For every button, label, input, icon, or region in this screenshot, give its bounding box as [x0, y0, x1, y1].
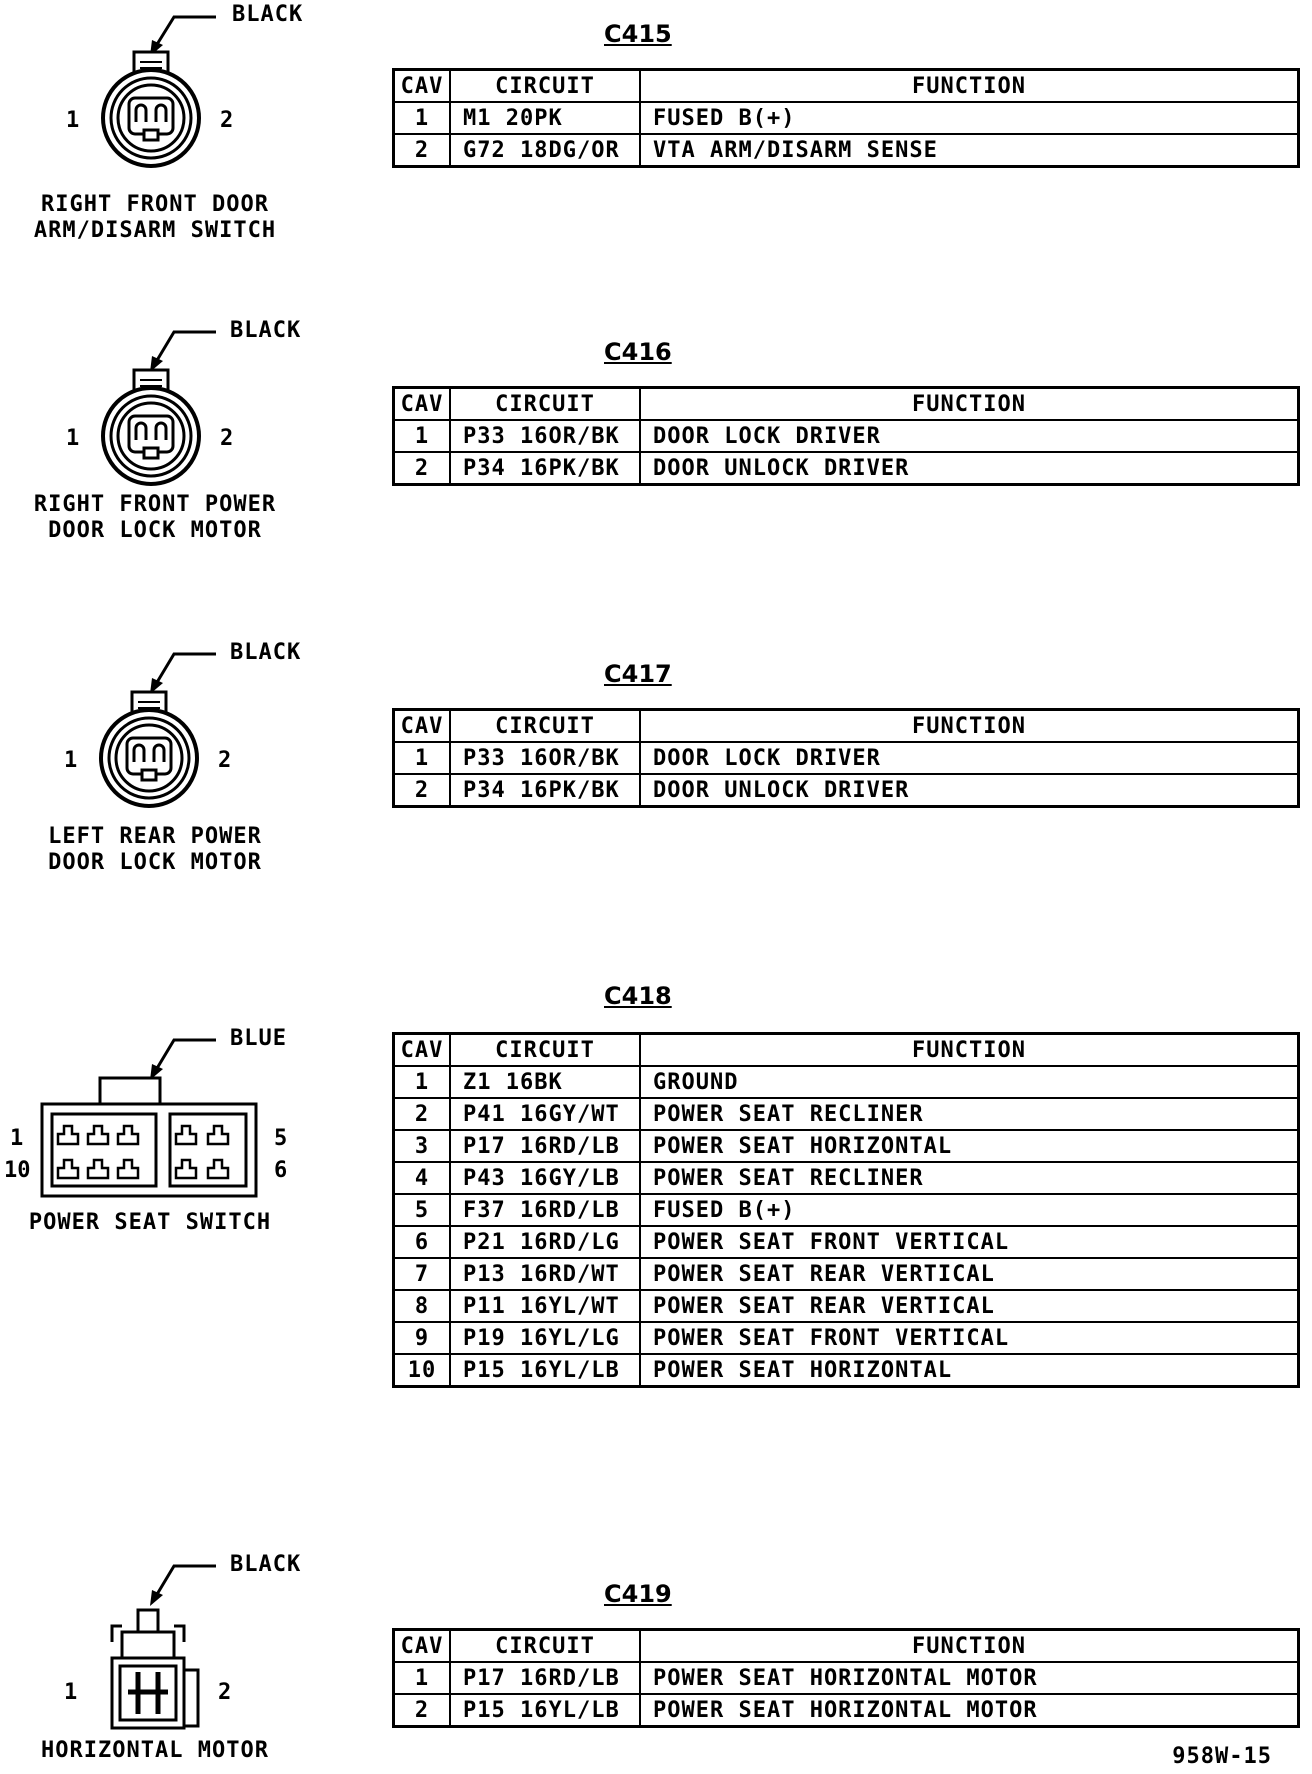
cav-cell: 1 — [394, 1662, 451, 1694]
pinout-table-c417 — [392, 708, 1300, 808]
function-cell: POWER SEAT HORIZONTAL — [640, 1354, 1299, 1387]
connector-section-c415 — [0, 0, 1312, 250]
circuit-cell: P21 16RD/LG — [450, 1226, 640, 1258]
function-cell: DOOR UNLOCK DRIVER — [640, 774, 1299, 807]
pin-6-label: 6 — [274, 1158, 288, 1183]
circuit-cell: P34 16PK/BK — [450, 452, 640, 485]
cav-cell: 10 — [394, 1354, 451, 1387]
connector-name-line-1: HORIZONTAL MOTOR — [41, 1738, 269, 1763]
circuit-header: CIRCUIT — [450, 710, 640, 743]
cav-cell: 2 — [394, 1694, 451, 1727]
table-row — [394, 742, 1299, 774]
pin-1-label: 1 — [66, 108, 80, 133]
circuit-cell: P11 16YL/WT — [450, 1290, 640, 1322]
cav-cell: 1 — [394, 420, 451, 452]
table-row — [394, 1162, 1299, 1194]
cav-cell: 6 — [394, 1226, 451, 1258]
pinout-table-c418 — [392, 1032, 1300, 1388]
pin-5-label: 5 — [274, 1126, 288, 1151]
circuit-cell: P15 16YL/LB — [450, 1694, 640, 1727]
pin-1-label: 1 — [66, 426, 80, 451]
function-cell: POWER SEAT FRONT VERTICAL — [640, 1322, 1299, 1354]
function-cell: DOOR LOCK DRIVER — [640, 742, 1299, 774]
cav-cell: 2 — [394, 774, 451, 807]
function-header: FUNCTION — [640, 70, 1299, 103]
pin-1-label: 1 — [64, 748, 78, 773]
pin-1-label: 1 — [10, 1126, 24, 1151]
table-row — [394, 1322, 1299, 1354]
connector-diagram-c416 — [0, 318, 330, 558]
connector-name — [0, 192, 310, 244]
cav-cell: 5 — [394, 1194, 451, 1226]
function-cell: DOOR UNLOCK DRIVER — [640, 452, 1299, 485]
cav-cell: 3 — [394, 1130, 451, 1162]
connector-id: C416 — [604, 338, 672, 366]
connector-name-line-1: RIGHT FRONT POWER — [33, 492, 277, 517]
function-cell: DOOR LOCK DRIVER — [640, 420, 1299, 452]
function-cell: POWER SEAT HORIZONTAL — [640, 1130, 1299, 1162]
cav-header: CAV — [394, 70, 451, 103]
circuit-header: CIRCUIT — [450, 388, 640, 421]
function-header: FUNCTION — [640, 1034, 1299, 1067]
cav-header: CAV — [394, 1034, 451, 1067]
function-cell: POWER SEAT HORIZONTAL MOTOR — [640, 1662, 1299, 1694]
circuit-cell: P17 16RD/LB — [450, 1662, 640, 1694]
connector-name-line-2: DOOR LOCK MOTOR — [48, 850, 262, 875]
connector-section-c419 — [0, 1552, 1312, 1774]
function-cell: FUSED B(+) — [640, 102, 1299, 134]
cav-cell: 9 — [394, 1322, 451, 1354]
function-cell: POWER SEAT HORIZONTAL MOTOR — [640, 1694, 1299, 1727]
table-row — [394, 102, 1299, 134]
pinout-table-c419 — [392, 1628, 1300, 1728]
connector-name-line-2: DOOR LOCK MOTOR — [48, 518, 262, 543]
function-cell: GROUND — [640, 1066, 1299, 1098]
pin-2-label: 2 — [220, 426, 234, 451]
cav-header: CAV — [394, 710, 451, 743]
circuit-cell: P41 16GY/WT — [450, 1098, 640, 1130]
connector-name-line-2: ARM/DISARM SWITCH — [33, 218, 277, 243]
wire-color-label: BLACK — [230, 640, 302, 665]
pin-1-label: 1 — [64, 1680, 78, 1705]
connector-section-c416 — [0, 318, 1312, 568]
function-cell: FUSED B(+) — [640, 1194, 1299, 1226]
connector-section-c417 — [0, 640, 1312, 890]
connector-id: C417 — [604, 660, 672, 688]
connector-section-c418 — [0, 960, 1312, 1410]
connector-name-line-1: LEFT REAR POWER — [48, 824, 262, 849]
connector-diagram-c419 — [0, 1552, 330, 1774]
cav-header: CAV — [394, 388, 451, 421]
table-row — [394, 1226, 1299, 1258]
table-row — [394, 452, 1299, 485]
circuit-cell: P34 16PK/BK — [450, 774, 640, 807]
connector-name — [0, 824, 310, 876]
connector-name-line-1: RIGHT FRONT DOOR — [41, 192, 269, 217]
connector-diagram-c417 — [0, 640, 330, 880]
function-header: FUNCTION — [640, 388, 1299, 421]
function-cell: POWER SEAT FRONT VERTICAL — [640, 1226, 1299, 1258]
connector-diagram-c415 — [0, 0, 330, 243]
connector-id: C419 — [604, 1580, 672, 1608]
wire-color-label: BLACK — [230, 318, 302, 343]
wire-color-label: BLACK — [230, 1552, 302, 1577]
function-header: FUNCTION — [640, 710, 1299, 743]
function-header: FUNCTION — [640, 1630, 1299, 1663]
wire-color-label: BLACK — [232, 2, 304, 27]
connector-id: C415 — [604, 20, 672, 48]
circuit-header: CIRCUIT — [450, 1034, 640, 1067]
cav-cell: 2 — [394, 134, 451, 167]
circuit-header: CIRCUIT — [450, 70, 640, 103]
connector-name — [0, 492, 310, 544]
cav-cell: 8 — [394, 1290, 451, 1322]
table-row — [394, 1098, 1299, 1130]
table-row — [394, 1662, 1299, 1694]
pinout-table-c415 — [392, 68, 1300, 168]
circuit-cell: P17 16RD/LB — [450, 1130, 640, 1162]
function-cell: POWER SEAT REAR VERTICAL — [640, 1290, 1299, 1322]
table-row — [394, 1194, 1299, 1226]
table-header-row — [394, 710, 1299, 743]
table-row — [394, 774, 1299, 807]
table-row — [394, 420, 1299, 452]
pin-2-label: 2 — [218, 1680, 232, 1705]
connector-id: C418 — [604, 982, 672, 1010]
circuit-cell: F37 16RD/LB — [450, 1194, 640, 1226]
cav-cell: 2 — [394, 1098, 451, 1130]
circuit-cell: G72 18DG/OR — [450, 134, 640, 167]
table-header-row — [394, 1630, 1299, 1663]
circuit-cell: P13 16RD/WT — [450, 1258, 640, 1290]
circuit-cell: P43 16GY/LB — [450, 1162, 640, 1194]
circuit-cell: P15 16YL/LB — [450, 1354, 640, 1387]
connector-name — [0, 1210, 300, 1236]
function-cell: POWER SEAT RECLINER — [640, 1098, 1299, 1130]
wire-color-label: BLUE — [230, 1026, 287, 1051]
table-row — [394, 1258, 1299, 1290]
cav-cell: 7 — [394, 1258, 451, 1290]
table-row — [394, 1130, 1299, 1162]
figure-code: 958W-15 — [1172, 1744, 1272, 1769]
cav-cell: 1 — [394, 742, 451, 774]
pinout-table-c416 — [392, 386, 1300, 486]
cav-cell: 1 — [394, 1066, 451, 1098]
pin-10-label: 10 — [4, 1158, 31, 1183]
pin-2-label: 2 — [218, 748, 232, 773]
cav-cell: 1 — [394, 102, 451, 134]
function-cell: POWER SEAT RECLINER — [640, 1162, 1299, 1194]
circuit-cell: Z1 16BK — [450, 1066, 640, 1098]
table-header-row — [394, 1034, 1299, 1067]
connector-diagram-c418 — [0, 960, 330, 1260]
table-row — [394, 1354, 1299, 1387]
circuit-cell: P19 16YL/LG — [450, 1322, 640, 1354]
pin-2-label: 2 — [220, 108, 234, 133]
circuit-cell: M1 20PK — [450, 102, 640, 134]
table-row — [394, 1694, 1299, 1727]
cav-cell: 4 — [394, 1162, 451, 1194]
circuit-cell: P33 16OR/BK — [450, 742, 640, 774]
cav-cell: 2 — [394, 452, 451, 485]
connector-name-line-1: POWER SEAT SWITCH — [28, 1210, 272, 1235]
table-row — [394, 134, 1299, 167]
table-row — [394, 1290, 1299, 1322]
table-row — [394, 1066, 1299, 1098]
function-cell: POWER SEAT REAR VERTICAL — [640, 1258, 1299, 1290]
table-header-row — [394, 70, 1299, 103]
function-cell: VTA ARM/DISARM SENSE — [640, 134, 1299, 167]
circuit-header: CIRCUIT — [450, 1630, 640, 1663]
table-header-row — [394, 388, 1299, 421]
cav-header: CAV — [394, 1630, 451, 1663]
connector-name — [0, 1738, 310, 1764]
circuit-cell: P33 16OR/BK — [450, 420, 640, 452]
